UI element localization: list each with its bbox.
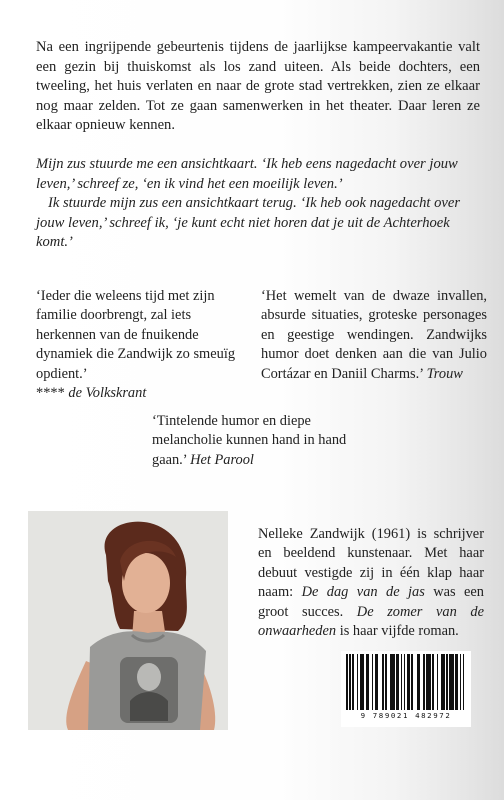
blurb-text: Na een ingrijpende gebeurtenis tijdens de jaarlijkse kampeervakantie valt een gezin bij thuiskomst als los zand uiteen. Als beide dochters, een tweeling, het huis verlaten en naar de grote stad vertrekken, zien ze elkaar nog maar zelden. Tot ze gaan samenwerken in het theater. Daar leren ze elkaar opnieuw kennen. — [36, 39, 480, 134]
bio-book-title-1: De dag van de jas — [301, 584, 425, 601]
isbn-digits: 9 789021 482972 — [360, 711, 452, 720]
author-bio — [258, 525, 484, 641]
bio-text-2: was een groot succes. — [258, 584, 485, 620]
quote-source: Trouw — [426, 365, 463, 382]
bio-book-title-2: De zomer van de onwaarheden — [258, 603, 484, 640]
excerpt-paragraph-2: Ik stuurde mijn zus een ansichtkaart terug. ‘Ik heb ook nagedacht over jouw leven,’ schreef ik, ‘je kunt echt niet horen dat je uit de Achterhoek komt.’ — [36, 195, 461, 251]
quote-source: Het Parool — [190, 451, 254, 468]
author-photo — [28, 511, 228, 730]
back-cover-blurb — [36, 38, 480, 136]
quote-text: ‘Het wemelt van de dwaze invallen, absurde situaties, groteske personages en geestige wendingen. Zandwijks humor doet denken aan die van Julio Cortázar en Daniil Charms.’ — [261, 288, 487, 382]
review-quote-trouw — [261, 287, 487, 384]
bio-text-3: is haar vijfde roman. — [336, 623, 459, 640]
quote-text: ‘Ieder die weleens tijd met zijn familie doorbrengt, zal iets herkennen van de fnuikende dynamiek die Zandwijk zo smeuïg opdient.’ — [36, 288, 236, 382]
quote-rating: **** — [36, 385, 65, 402]
quote-text: ‘Tintelende humor en diepe melancholie kunnen hand in hand gaan.’ — [152, 413, 347, 468]
bio-text-1: Nelleke Zandwijk (1961) is schrijver en beeldend kunstenaar. Met haar debuut vestigde zij in één klap haar naam: — [258, 526, 484, 601]
quote-source: de Volkskrant — [68, 385, 147, 402]
barcode-bars — [346, 654, 466, 710]
excerpt-paragraph-1: Mijn zus stuurde me een ansichtkaart. ‘Ik heb eens nagedacht over jouw leven,’ schreef ze, ‘en ik vind het een moeilijk leven.’ — [36, 156, 458, 192]
isbn-barcode — [341, 651, 471, 727]
author-portrait-illustration — [28, 511, 228, 730]
review-quote-volkskrant — [36, 287, 248, 403]
excerpt — [36, 155, 482, 253]
review-quote-parool — [152, 412, 382, 470]
